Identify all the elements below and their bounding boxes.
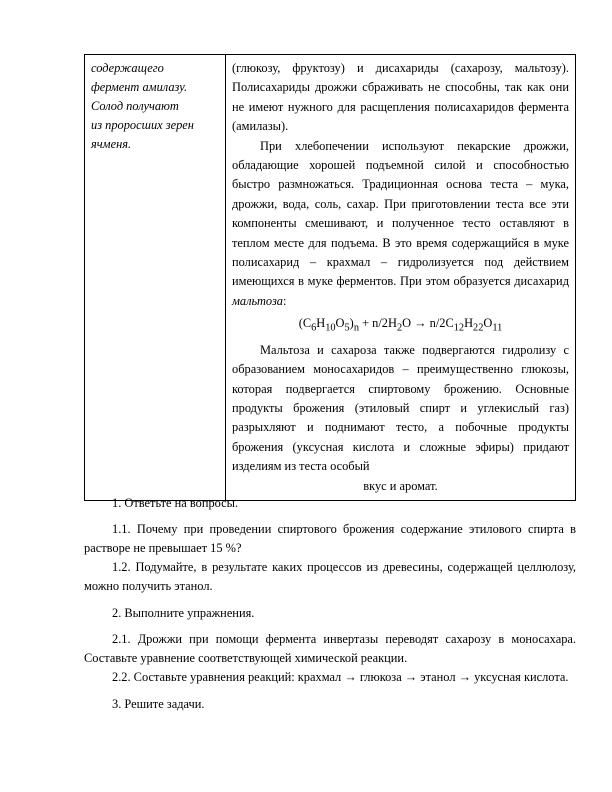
exercise-sections: [84, 494, 576, 721]
question-1-2: 1.2. Подумайте, в результате каких процессов из древесины, содержащей целлюлозу, можно получить этанол.: [84, 560, 576, 593]
right-cell: [226, 55, 576, 501]
table-row: [85, 55, 576, 501]
section-3-title: 3. Решите задачи.: [112, 697, 205, 711]
formula-sub: 12: [453, 322, 465, 334]
question-1-1: 1.1. Почему при проведении спиртового брожения содержание этилового спирта в растворе не превышает 15 %?: [84, 522, 576, 555]
left-line: фермент амилазу.: [91, 80, 188, 94]
paragraph-3: Мальтоза и сахароза также подвергаются гидролизу с образованием моносахаридов – преимущественно глюкозы, которая подвергается спиртовому брожению. Основные продукты брожения (этиловый спирт и углекислый газ) разрыхляют и поднимают тесто, а побочные продукты брожения (уксусная кислота и сложные эфиры) придают изделиям из теста особый: [232, 342, 569, 474]
formula-sub: 5: [344, 322, 350, 334]
left-line: содержащего: [91, 61, 164, 75]
formula-part: O: [335, 316, 345, 331]
left-cell-text: [91, 59, 219, 154]
paragraph-2: [232, 137, 569, 312]
exercise-2-1: 2.1. Дрожжи при помощи фермента инвертазы переводят сахарозу в моносахара. Составьте уравнение соответствующей химической реакции.: [84, 632, 576, 665]
formula-part: O: [483, 316, 493, 331]
formula-sub: 10: [325, 322, 336, 334]
hydrolysis-formula: [232, 313, 569, 338]
paragraph-1: (глюкозу, фруктозу) и дисахариды (сахарозу, мальтозу). Полисахариды дрожжи сбраживать не способны, так как они не имеют нужного для расщепления полисахаридов фермента (амилазы).: [232, 61, 569, 134]
formula-part: H: [316, 316, 326, 331]
formula-sub: n: [353, 322, 359, 334]
formula-sub: 6: [311, 322, 317, 334]
exercise-2-2: 2.2. Составьте уравнения реакций: крахмал → глюкоза → этанол → уксусная кислота.: [112, 670, 569, 684]
formula-part: (C: [298, 316, 312, 331]
formula-part: ): [349, 316, 354, 331]
left-line: Солод получают: [91, 99, 179, 113]
section-2-title: 2. Выполните упражнения.: [112, 606, 255, 620]
content-table: [84, 54, 576, 501]
formula-sub: 22: [473, 322, 484, 334]
maltose-term: мальтоза: [232, 293, 283, 308]
paragraph-2-text: При хлебопечении используют пекарские дрожжи, обладающие хорошей подъемной силой и способностью быстро размножаться. Традиционная основа теста – мука, дрожжи, вода, соль, сахар. При приготовлении теста все эти компоненты смешивают, и полученное тесто оставляют в теплом месте для подъема. В это время содержащийся в муке полисахарид – крахмал – гидролизуется под действием имеющихся в муке ферментов. При этом образуется дисахарид: [232, 138, 569, 289]
formula-sub: 2: [396, 322, 403, 334]
left-line: из проросших зерен: [91, 118, 194, 132]
formula-sub: 11: [492, 322, 503, 334]
paragraph-3-last-line: вкус и аромат.: [363, 478, 438, 493]
paragraph-2-end: :: [283, 293, 287, 308]
formula-part: O → n/2C: [402, 316, 454, 331]
left-line: ячменя.: [91, 137, 132, 151]
left-cell: [85, 55, 226, 501]
section-1-title: 1. Ответьте на вопросы.: [112, 496, 239, 510]
formula-part: + n/2H: [358, 316, 397, 331]
formula-part: H: [464, 316, 474, 331]
